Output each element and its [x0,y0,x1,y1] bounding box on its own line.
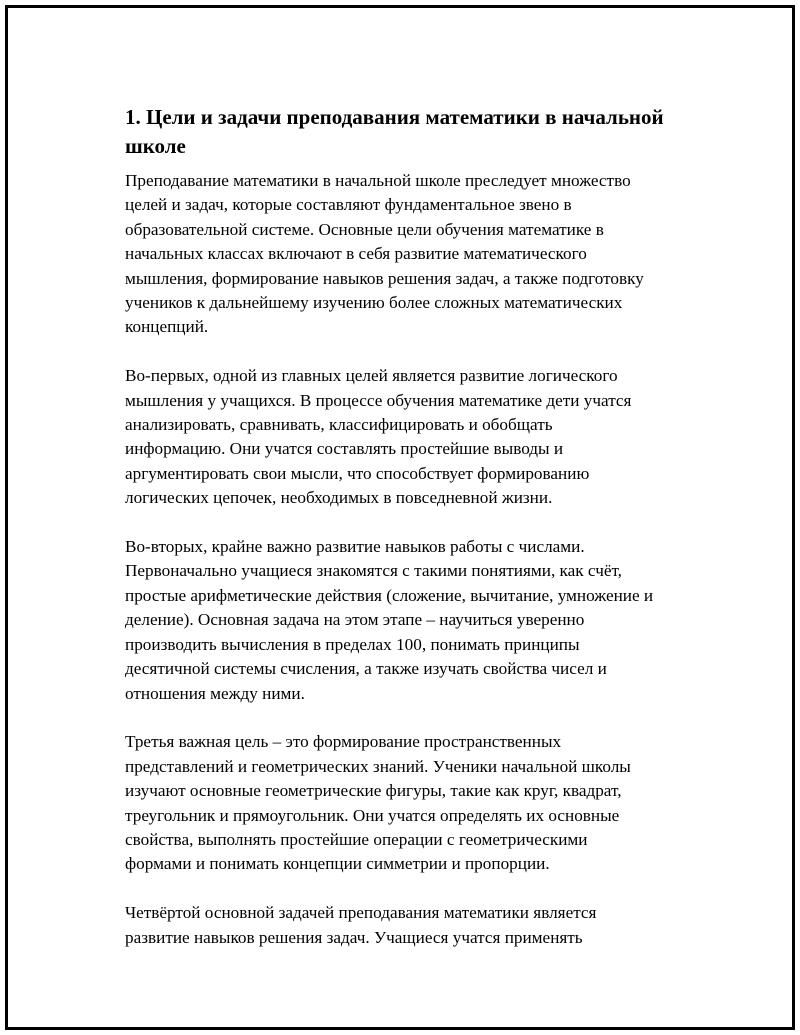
text-line: Первоначально учащиеся знакомятся с такими понятиями, как счёт, [125,561,622,581]
text-line: треугольник и прямоугольник. Они учатся определять их основные [125,805,620,825]
text-line: простые арифметические действия (сложение, вычитание, умножение и [125,585,654,605]
text-line: информацию. Они учатся составлять простейшие выводы и [125,439,564,459]
text-line: начальных классах включают в себя развитие математического [125,244,587,264]
text-line: Во-вторых, крайне важно развитие навыков работы с числами. [125,537,585,557]
text-line: формами и понимать концепции симметрии и пропорции. [125,854,550,874]
text-line: Третья важная цель – это формирование пространственных [125,732,562,752]
text-line: концепций. [125,317,209,337]
text-line: производить вычисления в пределах 100, понимать принципы [125,634,580,654]
text-line: отношения между ними. [125,683,305,703]
section-heading [125,103,705,161]
text-line: представлений и геометрических знаний. Ученики начальной школы [125,756,631,776]
text-line: анализировать, сравнивать, классифицировать и обобщать [125,415,553,435]
text-line: десятичной системы счисления, а также изучать свойства чисел и [125,659,607,679]
document-body [125,103,705,950]
paragraph-numbers [125,535,705,706]
paragraph-logical-thinking [125,364,705,510]
text-line: свойства, выполнять простейшие операции с геометрическими [125,829,588,849]
paragraph-problem-solving [125,901,705,950]
text-line: Преподавание математики в начальной школе преследует множество [125,171,631,190]
text-line: Четвёртой основной задачей преподавания математики является [125,903,597,923]
text-line: логических цепочек, необходимых в повседневной жизни. [125,488,553,508]
text-line: мышления, формирование навыков решения задач, а также подготовку [125,268,644,288]
heading-line: школе [125,134,186,158]
text-line: развитие навыков решения задач. Учащиеся учатся применять [125,927,583,947]
text-line: Во-первых, одной из главных целей является развитие логического [125,366,618,386]
heading-line: 1. Цели и задачи преподавания математики в начальной [125,105,664,129]
text-line: целей и задач, которые составляют фундаментальное звено в [125,195,572,215]
text-line: мышления у учащихся. В процессе обучения математике дети учатся [125,390,632,410]
text-line: изучают основные геометрические фигуры, такие как круг, квадрат, [125,781,622,801]
text-line: деление). Основная задача на этом этапе – научиться уверенно [125,610,585,630]
text-line: аргументировать свои мысли, что способствует формированию [125,463,590,483]
text-line: образовательной системе. Основные цели обучения математике в [125,219,604,239]
page-frame [5,5,795,1030]
text-line: учеников к дальнейшему изучению более сложных математических [125,293,623,313]
paragraph-geometry [125,730,705,876]
paragraph-goals-intro [125,169,705,340]
